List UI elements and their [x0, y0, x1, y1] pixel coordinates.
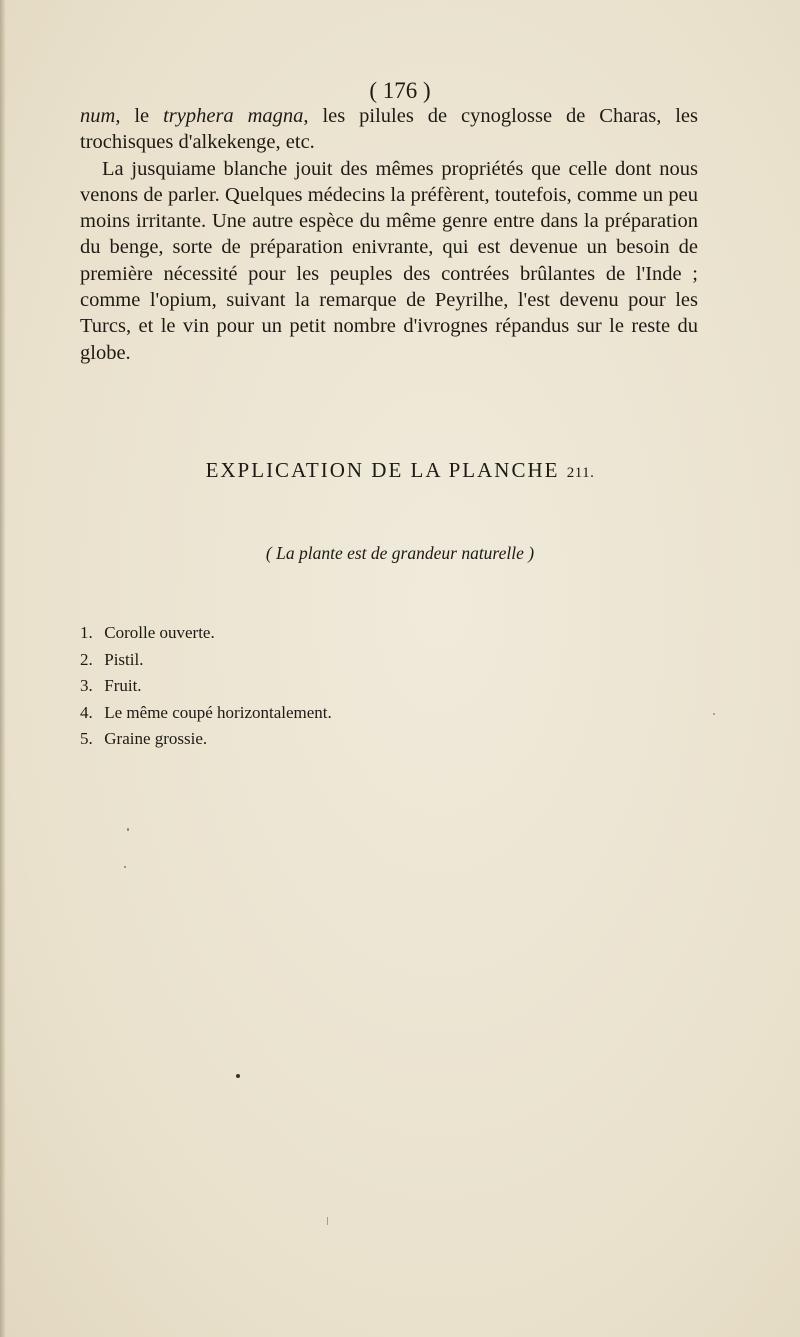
plate-scale-note: ( La plante est de grandeur naturelle ) [265, 543, 535, 563]
page-edge-shadow [0, 0, 6, 1337]
paper-speck [713, 713, 715, 715]
legend-number: 5. [80, 729, 93, 748]
legend-item [80, 726, 580, 753]
paragraph-jusquiame: La jusquiame blanche jouit des mêmes propriétés que celle dont nous venons de parler. Quelques médecins la préfèrent, toutefois, comme un peu moins irritante. Une autre espèce du même genre entre dans la préparation du benge, sorte de préparation enivrante, qui est devenue un besoin de première nécessité pour les peuples des contrées brûlantes de l'Inde ; comme l'opium, suivant la remarque de Peyrilhe, l'est devenu pour les Turcs, et le vin pour un petit nombre d'ivrognes répandus sur le reste du globe. [80, 157, 698, 364]
figure-legend-list [80, 620, 580, 753]
body-text [80, 103, 698, 366]
legend-text: Le même coupé horizontalement. [104, 702, 332, 722]
italic-term-tryphera: tryphera magna [163, 105, 304, 127]
legend-text: Graine grossie. [104, 729, 208, 748]
paragraph-text: , le [115, 105, 164, 127]
italic-term-num: num [80, 105, 116, 127]
legend-text: Fruit. [104, 676, 142, 695]
legend-item [80, 620, 580, 647]
page-number: ( 176 ) [369, 78, 431, 103]
legend-text: Pistil. [104, 649, 144, 669]
heading-text: EXPLICATION DE LA PLANCHE [205, 458, 567, 482]
legend-number: 2. [80, 649, 93, 669]
paragraph-text: , les pilules de cynoglosse de Charas, les trochisques d'alkekenge, etc. [80, 105, 699, 154]
plate-explanation-heading [0, 458, 800, 483]
paper-speck [127, 828, 129, 831]
paper-speck [236, 1074, 240, 1078]
legend-text: Corolle ouverte. [104, 623, 215, 642]
legend-item [80, 647, 580, 674]
paper-speck [124, 866, 126, 868]
legend-number: 4. [80, 702, 93, 722]
plate-number: 211. [566, 465, 595, 481]
legend-number: 1. [80, 623, 93, 642]
legend-item [80, 700, 580, 727]
legend-item [80, 673, 580, 700]
legend-number: 3. [80, 676, 93, 695]
paragraph-continuation [80, 103, 698, 156]
paper-speck [327, 1217, 328, 1225]
